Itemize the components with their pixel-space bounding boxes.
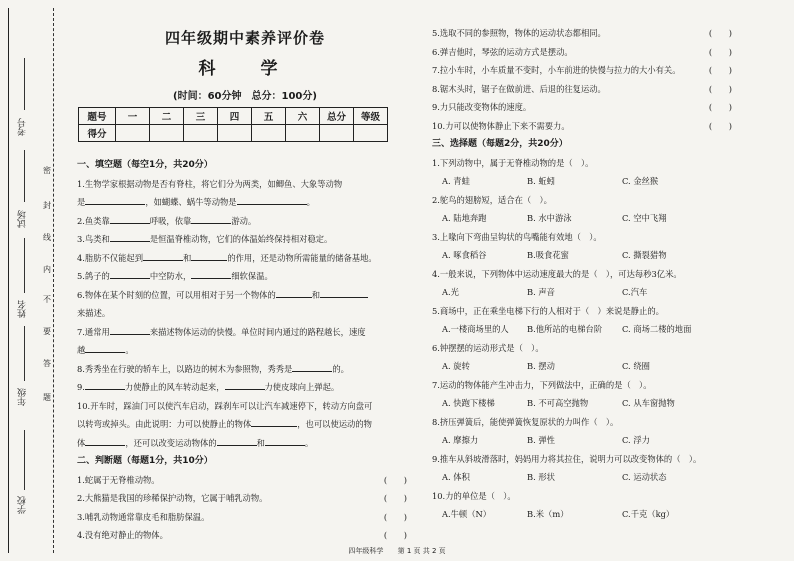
text: 2.鱼类靠 [77, 215, 110, 226]
judge-item [77, 508, 407, 527]
judge-item [77, 489, 407, 508]
text: 越 [77, 345, 86, 355]
question-text [77, 360, 407, 379]
score-table-score-row [79, 125, 388, 142]
option-b[interactable]: B.吸食花蜜 [527, 250, 569, 260]
text: 和 [311, 289, 321, 300]
question-text [77, 415, 407, 434]
text: 7.通常用 [77, 326, 110, 337]
choice-options [432, 283, 732, 302]
left-column [77, 156, 407, 545]
text: 和 [183, 252, 192, 263]
table-cell: 四 [218, 108, 252, 125]
seal-dashed-line [53, 8, 54, 553]
text: 。 [304, 437, 314, 448]
choice-options [432, 394, 732, 413]
question-text [77, 434, 407, 453]
answer-paren[interactable]: ( ) [708, 46, 732, 57]
table-cell: 等级 [354, 108, 388, 125]
choice-question: 6.钟摆摆的运动形式是（ ）。 [432, 342, 544, 353]
answer-blank[interactable] [265, 434, 305, 446]
judge-item [432, 24, 732, 43]
option-a[interactable]: A. 体积 [442, 472, 470, 482]
question-text [77, 341, 407, 360]
school-field[interactable] [24, 430, 25, 490]
answer-paren[interactable]: ( ) [708, 120, 732, 131]
label-grade: 年级 [18, 388, 28, 406]
label-name: 姓名 [18, 300, 28, 318]
text: 9. [77, 382, 85, 392]
option-b[interactable]: B. 弹性 [527, 435, 555, 445]
score-cell[interactable] [184, 125, 218, 142]
text: 5.选取不同的参照物，物体的运动状态都相同。 [432, 28, 606, 38]
answer-blank[interactable] [110, 267, 150, 279]
score-table-header-row [79, 108, 388, 125]
table-cell: 得分 [79, 125, 116, 142]
text: 7.拉小车时，小车质量不变时，小车前进的快慢与拉力的大小有关。 [432, 65, 681, 75]
name-field[interactable] [24, 238, 25, 293]
seal-char: 密 [43, 166, 51, 175]
exam-info: (时间：60分钟 总分：100分) [173, 91, 317, 102]
answer-blank[interactable] [217, 434, 257, 446]
page-footer [0, 546, 794, 556]
answer-blank[interactable] [110, 212, 150, 224]
exam-number-field[interactable] [24, 58, 25, 110]
option-b[interactable]: B. 蚯蚓 [527, 176, 555, 186]
binding-line [8, 8, 9, 553]
question-text: 来描述。 [77, 308, 111, 318]
text: 4.没有绝对静止的物体。 [77, 530, 168, 540]
text: 和 [256, 437, 265, 448]
judge-item [432, 43, 732, 62]
text: 力使静止的风车转动起来， [124, 382, 225, 392]
question-text: 1.生物学家根据动物是否有脊柱，将它们分为两类，如鲫鱼、大象等动物 [77, 178, 343, 189]
judge-item [432, 98, 732, 117]
option-b[interactable]: B. 声音 [527, 287, 555, 297]
footer-page-number: 第 1 页 共 2 页 [397, 547, 446, 555]
seal-char: 内 [43, 265, 51, 274]
score-cell[interactable] [354, 125, 388, 142]
text: 2.大熊猫是我国的珍稀保护动物，它属于哺乳动物。 [77, 493, 268, 503]
answer-blank[interactable] [85, 378, 125, 390]
grade-field[interactable] [24, 326, 25, 381]
seal-char: 答 [43, 359, 51, 368]
option-a[interactable]: A. 陆地奔跑 [442, 213, 487, 223]
judge-item [77, 526, 407, 545]
answer-blank[interactable] [276, 286, 312, 298]
table-cell: 五 [252, 108, 286, 125]
seal-char: 要 [43, 327, 51, 336]
choice-options [432, 468, 732, 487]
option-b[interactable]: B.米（m） [527, 509, 569, 519]
option-c[interactable]: C. 金丝猴 [622, 176, 659, 186]
subject-title: 科 学 [198, 59, 292, 79]
text: 。 [125, 345, 134, 355]
option-c[interactable]: C. 绕圈 [622, 361, 650, 371]
choice-options [432, 209, 732, 228]
answer-blank[interactable] [110, 323, 150, 335]
choice-options [432, 357, 732, 376]
choice-options [432, 431, 732, 450]
answer-blank[interactable] [191, 212, 231, 224]
option-b[interactable]: B. 不可高空抛物 [527, 398, 589, 408]
choice-question: 2.鸵鸟的翅膀短，适合在（ ）。 [432, 194, 552, 205]
answer-blank[interactable] [320, 286, 368, 298]
text: 1.蛇属于无脊椎动物。 [77, 474, 160, 485]
answer-paren[interactable]: ( ) [383, 474, 407, 485]
option-b[interactable]: B.他所站的电梯台阶 [527, 324, 603, 334]
table-cell: 三 [184, 108, 218, 125]
judge-item [432, 80, 732, 99]
text: 呼吸，依靠 [149, 215, 192, 226]
text: 3.哺乳动物通常靠皮毛和脂肪保温。 [77, 511, 210, 522]
text: 8.锯木头时，锯子在做前进、后退的往复运动。 [432, 83, 606, 94]
exam-room-field[interactable] [24, 150, 25, 202]
seal-char: 题 [43, 393, 51, 402]
option-c[interactable]: C. 运动状态 [622, 472, 667, 482]
answer-paren[interactable]: ( ) [708, 83, 732, 94]
label-school: 学校 [18, 496, 28, 514]
option-c[interactable]: C.汽车 [622, 287, 648, 297]
option-b[interactable]: B. 形状 [527, 472, 555, 482]
choice-options [432, 172, 732, 191]
question-text: 是 ，如蝴蝶、蜗牛等动物是 。 [77, 193, 407, 212]
text: 中空防水， [149, 271, 192, 281]
right-column [432, 24, 732, 524]
label-exam-room: 试场 [18, 210, 28, 228]
text: ，还可以改变运动物体的 [125, 437, 217, 448]
question-text [77, 230, 407, 249]
judge-item [77, 471, 407, 490]
answer-paren[interactable]: ( ) [383, 530, 407, 540]
text: 以转弯或掉头。由此说明：力可以使静止的物体 [77, 419, 252, 429]
answer-blank[interactable] [143, 249, 183, 261]
option-c[interactable]: C.千克（kg） [622, 509, 675, 519]
text: 体 [77, 437, 86, 448]
section-choice-title: 三、选择题（每题2分，共20分） [432, 139, 568, 149]
text: 的。 [332, 363, 349, 374]
answer-blank[interactable] [85, 341, 125, 353]
option-c[interactable]: C. 空中飞翔 [622, 213, 667, 223]
score-cell[interactable] [150, 125, 184, 142]
choice-question: 1.下列动物中，属于无脊椎动物的是（ ）。 [432, 157, 594, 168]
text: 6.物体在某个时刻的位置，可以用相对于另一个物体的 [77, 289, 276, 300]
text: 的作用，还是动物所需能量的储备基地。 [227, 252, 377, 263]
answer-blank[interactable] [191, 267, 231, 279]
text: ，也可以使运动的物 [297, 419, 372, 429]
score-cell[interactable] [320, 125, 354, 142]
table-cell: 总分 [320, 108, 354, 125]
choice-question: 10.力的单位是（ ）。 [432, 490, 516, 501]
choice-options [432, 320, 732, 339]
score-table [78, 107, 388, 142]
option-c[interactable]: C. 从车窗抛物 [622, 398, 675, 408]
answer-paren[interactable]: ( ) [383, 493, 407, 503]
answer-blank[interactable] [237, 193, 307, 205]
footer-subject: 四年级科学 [348, 547, 384, 555]
answer-paren[interactable]: ( ) [708, 65, 732, 75]
section-judge-title: 二、判断题（每题1分，共10分） [77, 456, 213, 466]
question-text [77, 267, 407, 286]
text: 10.力可以使物体静止下来不需要力。 [432, 120, 570, 131]
question-text: 10.开车时，踩油门可以使汽车启动，踩刹车可以让汽车减速停下，转动方向盘可 [77, 400, 373, 411]
table-cell: 一 [116, 108, 150, 125]
option-b[interactable]: B. 摆动 [527, 361, 555, 371]
choice-question: 5.商场中，正在乘坐电梯下行的人相对于（ ）来说是静止的。 [432, 305, 664, 316]
option-a[interactable]: A. 啄食稻谷 [442, 250, 487, 260]
answer-blank[interactable] [225, 378, 265, 390]
text: 细软保温。 [231, 271, 273, 281]
section-fill-blank-title: 一、填空题（每空1分，共20分） [77, 160, 213, 170]
seal-char: 封 [43, 201, 51, 210]
option-c[interactable]: C. 撕裂猎物 [622, 250, 667, 260]
score-cell[interactable] [286, 125, 320, 142]
choice-question: 4.一般来说，下列物体中运动速度最大的是（ ），可达每秒3亿米。 [432, 268, 682, 279]
label-exam-number: 考号 [18, 118, 28, 136]
answer-blank[interactable] [292, 360, 332, 372]
text: 游动。 [231, 215, 257, 226]
answer-paren[interactable]: ( ) [383, 511, 407, 522]
text: 来描述物体运动的快慢。单位时间内通过的路程越长，速度 [149, 326, 366, 337]
answer-blank[interactable] [251, 415, 297, 427]
score-cell[interactable] [116, 125, 150, 142]
option-a[interactable]: A.光 [442, 287, 459, 297]
choice-options [432, 505, 732, 524]
exam-title: 四年级期中素养评价卷 [165, 29, 326, 47]
option-a[interactable]: A. 青蛙 [442, 176, 470, 186]
binding-margin [0, 0, 60, 561]
text: 力使皮球向上弹起。 [264, 382, 340, 392]
text: 3.鸟类和 [77, 234, 110, 244]
score-cell[interactable] [252, 125, 286, 142]
choice-question: 8.挤压弹簧后，能使弹簧恢复原状的力叫作（ ）。 [432, 416, 619, 427]
choice-question: 9.推车从斜坡滑落时，妈妈用力将其拉住，说明力可以改变物体的（ ）。 [432, 453, 702, 464]
question-text [77, 249, 407, 268]
judge-item [432, 61, 732, 80]
option-a[interactable]: A.一楼商场里的人 [442, 324, 509, 334]
answer-blank[interactable] [191, 249, 227, 261]
text: 4.脂肪不仅能起到 [77, 252, 143, 263]
text: 9.力只能改变物体的速度。 [432, 102, 532, 112]
answer-blank[interactable] [85, 434, 125, 446]
option-a[interactable]: A. 旋转 [442, 361, 470, 371]
choice-question: 7.运动的物体能产生冲击力，下列做法中，正确的是（ ）。 [432, 379, 652, 390]
option-a[interactable]: A. 摩擦力 [442, 435, 479, 445]
answer-paren[interactable]: ( ) [708, 102, 732, 112]
score-cell[interactable] [218, 125, 252, 142]
table-cell: 六 [286, 108, 320, 125]
answer-blank[interactable] [110, 230, 150, 242]
table-cell: 二 [150, 108, 184, 125]
option-b[interactable]: B. 水中游泳 [527, 213, 572, 223]
option-a[interactable]: A.牛顿（N） [442, 509, 492, 519]
question-text [77, 323, 407, 342]
answer-blank[interactable] [85, 193, 145, 205]
question-text [77, 378, 407, 397]
table-cell: 题号 [79, 108, 116, 125]
seal-char: 不 [43, 295, 51, 304]
text: ，如蝴蝶、蜗牛等动物是 [145, 197, 237, 207]
choice-question: 3.上喙向下弯曲呈钩状的鸟嘴能有效地（ ）。 [432, 231, 602, 242]
option-a[interactable]: A. 快跑下楼梯 [442, 398, 495, 408]
judge-item [432, 117, 732, 136]
question-text [77, 286, 407, 305]
seal-char: 线 [43, 233, 51, 242]
text: 是恒温脊椎动物，它们的体温始终保持相对稳定。 [149, 234, 333, 244]
option-c[interactable]: C. 商场二楼的地面 [622, 324, 692, 334]
text: 8.秀秀坐在行驶的轿车上，以路边的树木为参照物，秀秀是 [77, 363, 293, 374]
text: 是 [77, 197, 86, 207]
option-c[interactable]: C. 浮力 [622, 435, 650, 445]
question-text [77, 212, 407, 231]
text: 5.鸽子的 [77, 271, 110, 281]
answer-paren[interactable]: ( ) [708, 28, 732, 38]
choice-options [432, 246, 732, 265]
text: 6.弹吉他时，琴弦的运动方式是摆动。 [432, 46, 573, 57]
